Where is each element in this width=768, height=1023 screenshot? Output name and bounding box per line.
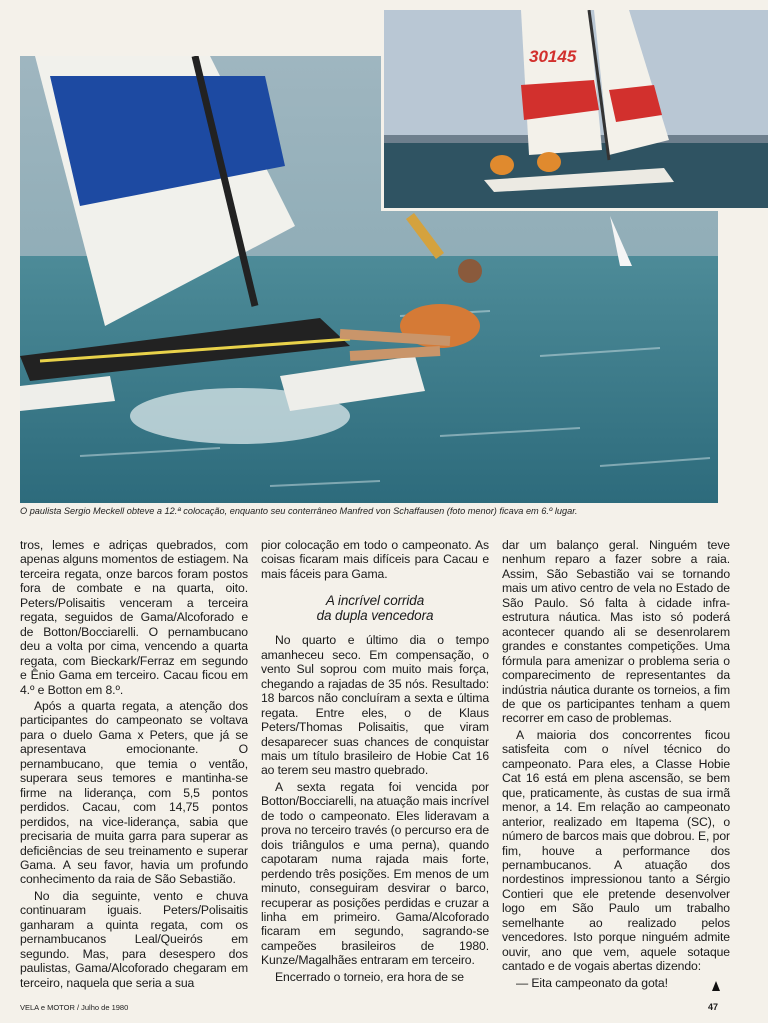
paragraph: — Eita campeonato da gota! (516, 975, 668, 990)
article-column-1 (20, 538, 248, 992)
photo-caption: O paulista Sergio Meckell obteve a 12.ª colocação, enquanto seu conterrâneo Manfred von Schaffausen (foto menor) ficava em 6.º lugar. (20, 506, 578, 516)
paragraph: No quarto e último dia o tempo amanheceu seco. Em compensação, o vento Sul soprou com muito mais força, chegando a rajadas de 35 nós. Resultado: 18 barcos não concluíram a sexta e última regata. Entre eles, o de Klaus Peters/Thomas Polisaitis, que viram desaparecer suas chances de conquistar mais um título brasileiro de Hobie Cat 16 ao terem seu mastro quebrado. (261, 633, 489, 778)
section-subhead (261, 593, 489, 623)
subhead-line: da dupla vencedora (316, 608, 434, 624)
sail-end-mark-icon (710, 980, 722, 992)
paragraph: A sexta regata foi vencida por Botton/Bocciarelli, na atuação mais incrível de todo o campeonato. Eles lideravam a prova no terceiro través (o percurso era de dois triângulos e uma perna), quando capotaram numa rajada mais forte, perdendo três posições. Em menos de um minuto, conseguiram desvirar o barco, recuperar as posições perdidas e cruzar a linha em primeiro. Gama/Alcoforado ficaram em segundo, sagrando-se campeões brasileiros de 1980. Kunze/Magalhães entraram em terceiro. (261, 779, 489, 968)
footer-publication: VELA e MOTOR / Julho de 1980 (20, 1003, 129, 1012)
paragraph: dar um balanço geral. Ninguém teve nenhum reparo a fazer sobre a raia. Assim, São Sebastião vai se tornando mais um ativo centro de vela no Estado de São Paulo. Só falta à cidade infra-estrutura náutica. Mas isto só poderá acontecer quando ali se desenrolarem grandes e constantes competições. Uma fórmula para amenizar o problema seria o comparecimento de representantes da indústria náutica durante os torneios, a fim de que os participantes tenham a quem recorrer em caso de problemas. (502, 538, 730, 726)
inset-photo-catamaran (381, 10, 768, 211)
subhead-line: A incrível corrida (325, 593, 425, 609)
article-column-2 (261, 538, 489, 986)
article-column-3 (502, 538, 730, 992)
paragraph: tros, lemes e adriças quebrados, com apenas alguns momentos de estiagem. Na terceira regata, onze barcos foram postos fora de combate e na quarta, oito. Peters/Polisaitis venceram a terceira regata, seguidos de Gama/Alcoforado e de Botton/Bocciarelli. O pernambucano deu a volta por cima, vencendo a quarta regata, com Bieckark/Ferraz em segundo e Ênio Gama em terceiro. Cacau ficou em 4.º e Botton em 8.º. (20, 538, 248, 697)
paragraph: Encerrado o torneio, era hora de se (275, 969, 464, 984)
paragraph: No dia seguinte, vento e chuva continuaram iguais. Peters/Polisaitis ganharam a quinta regata, com os pernambucanos Leal/Queirós em segundo. Mas, para desespero dos paulistas, Gama/Alcoforado chegaram em terceiro, naquela que seria a sua (20, 888, 248, 990)
page-number: 47 (708, 1002, 719, 1012)
paragraph: Após a quarta regata, a atenção dos participantes do campeonato se voltava para o duelo Gama x Peters, que já se apresentava emocionante. O pernambucano, que temia o ventão, superara seus temores e mantinha-se firme na liderança, com 5,5 pontos perdidos. Cacau, com 14,75 pontos perdidos, na vice-liderança, sabia que precisaria de muita garra para superar as deficiências de seu treinamento e superar Gama. A seu favor, havia um profundo conhecimento da raia de São Sebastião. (20, 698, 248, 887)
inset-sail-number: 30145 (529, 47, 577, 66)
paragraph: pior colocação em todo o campeonato. As coisas ficaram mais difíceis para Cacau e mais fáceis para Gama. (261, 538, 489, 581)
paragraph: A maioria dos concorrentes ficou satisfeita com o nível técnico do campeonato. Para eles, a Classe Hobie Cat 16 está em plena ascensão, se bem que, praticamente, às custas de sua irmã menor, a 14. Em relação ao campeonato anterior, realizado em Itapema (SC), o número de barcos mais que dobrou. E, por fim, houve a performance dos pernambucanos. A atuação dos nordestinos impressionou tanto a Sérgio Contieri que ele pretende desenvolver logo em São Paulo um trabalho semelhante ao realizado pelos vencedores. Isto porque ninguém admite ouvir, ano que vem, aquele sotaque cantado e de vogais abertas dizendo: (502, 727, 730, 974)
